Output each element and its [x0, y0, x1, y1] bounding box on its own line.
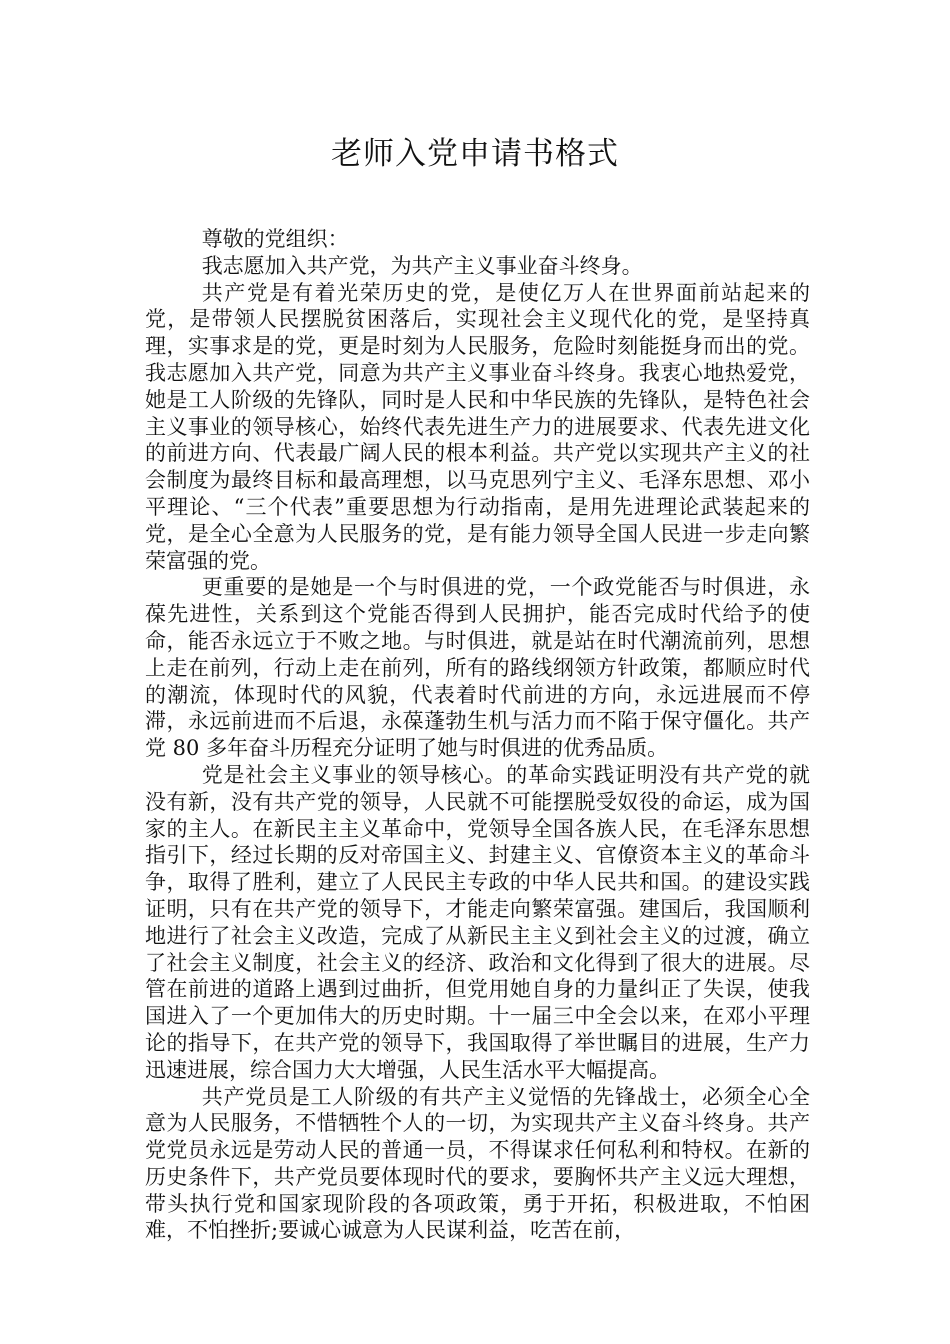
body-paragraph: 共产党员是工人阶级的有共产主义觉悟的先锋战士，必须全心全意为人民服务，不惜牺牲个人的一切，为实现共产主义奋斗终身。共产党党员永远是劳动人民的普通一员，不得谋求任何私利和特权。在新的历史条件下，共产党员要体现时代的要求，要胸怀共产主义远大理想，带头执行党和国家现阶段的各项政策，勇于开拓，积极进取，不怕困难，不怕挫折;要诚心诚意为人民谋利益，吃苦在前，: [145, 1084, 810, 1243]
document-body: [145, 226, 810, 1244]
document-title: 老师入党申请书格式: [331, 136, 619, 172]
salutation: 尊敬的党组织：: [201, 227, 349, 251]
body-paragraph: 共产党是有着光荣历史的党，是使亿万人在世界面前站起来的党，是带领人民摆脱贫困落后，实现社会主义现代化的党，是坚持真理，实事求是的党，更是时刻为人民服务，危险时刻能挺身而出的党。我志愿加入共产党，同意为共产主义事业奋斗终身。我衷心地热爱党，她是工人阶级的先锋队，同时是人民和中华民族的先锋队，是特色社会主义事业的领导核心，始终代表先进生产力的进展要求、代表先进文化的前进方向、代表最广阔人民的根本利益。共产党以实现共产主义的社会制度为最终目标和最高理想，以马克思列宁主义、毛泽东思想、邓小平理论、“三个代表”重要思想为行动指南，是用先进理论武装起来的党，是全心全意为人民服务的党，是有能力领导全国人民进一步走向繁荣富强的党。: [145, 280, 810, 573]
body-paragraph: 更重要的是她是一个与时俱进的党，一个政党能否与时俱进，永葆先进性，关系到这个党能否得到人民拥护，能否完成时代给予的使命，能否永远立于不败之地。与时俱进，就是站在时代潮流前列，思想上走在前列，行动上走在前列，所有的路线纲领方针政策，都顺应时代的潮流，体现时代的风貌，代表着时代前进的方向，永远进展而不停滞，永远前进而不后退，永葆蓬勃生机与活力而不陷于保守僵化。共产党 80 多年奋斗历程充分证明了她与时俱进的优秀品质。: [145, 575, 810, 761]
body-paragraph: 我志愿加入共产党，为共产主义事业奋斗终身。: [201, 253, 643, 278]
body-paragraph: 党是社会主义事业的领导核心。的革命实践证明没有共产党的就没有新，没有共产党的领导，人民就不可能摆脱受奴役的命运，成为国家的主人。在新民主主义革命中，党领导全国各族人民，在毛泽东思想指引下，经过长期的反对帝国主义、封建主义、官僚资本主义的革命斗争，取得了胜利，建立了人民民主专政的中华人民共和国。的建设实践证明，只有在共产党的领导下，才能走向繁荣富强。建国后，我国顺利地进行了社会主义改造，完成了从新民主主义到社会主义的过渡，确立了社会主义制度，社会主义的经济、政治和文化得到了很大的进展。尽管在前进的道路上遇到过曲折，但党用她自身的力量纠正了失误，使我国进入了一个更加伟大的历史时期。十一届三中全会以来，在邓小平理论的指导下，在共产党的领导下，我国取得了举世瞩目的进展，生产力迅速进展，综合国力大大增强，人民生活水平大幅提高。: [145, 762, 810, 1082]
